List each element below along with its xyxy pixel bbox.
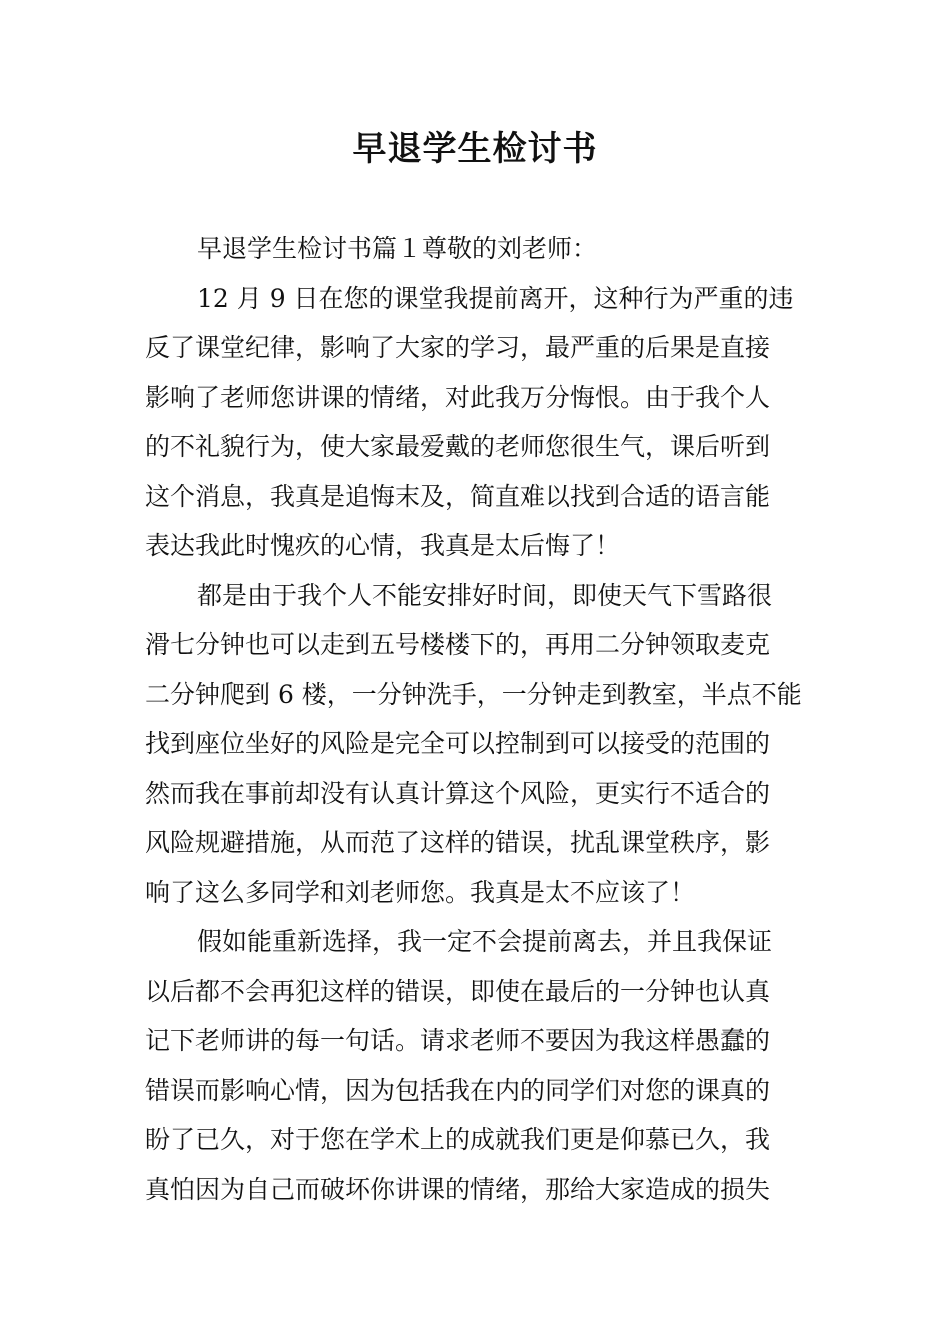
- paragraph-line: 反了课堂纪律，影响了大家的学习，最严重的后果是直接: [145, 333, 771, 362]
- document-body: [145, 224, 810, 1214]
- paragraph-first-line: 12 月 9 日在您的课堂我提前离开，这种行为严重的违: [197, 283, 794, 313]
- paragraph-line: 记下老师讲的每一句话。请求老师不要因为我这样愚蠢的: [145, 1026, 771, 1055]
- paragraph-line: 风险规避措施，从而范了这样的错误，扰乱课堂秩序，影: [145, 828, 771, 857]
- paragraph-line: 响了这么多同学和刘老师您。我真是太不应该了！: [145, 877, 696, 907]
- paragraph-line: 影响了老师您讲课的情绪，对此我万分悔恨。由于我个人: [145, 382, 771, 412]
- paragraph-line: 的不礼貌行为，使大家最爱戴的老师您很生气，课后听到: [145, 432, 771, 461]
- paragraph-line: 错误而影响心情，因为包括我在内的同学们对您的课真的: [145, 1075, 771, 1105]
- paragraph-line: 真怕因为自己而破坏你讲课的情绪，那给大家造成的损失: [145, 1174, 771, 1204]
- paragraph-line: 这个消息，我真是追悔末及，简直难以找到合适的语言能: [145, 481, 771, 511]
- paragraph-first-line: 假如能重新选择，我一定不会提前离去，并且我保证: [197, 927, 773, 956]
- paragraph-line: 以后都不会再犯这样的错误，即使在最后的一分钟也认真: [145, 976, 771, 1006]
- paragraph-line: 二分钟爬到 6 楼，一分钟洗手，一分钟走到教室，半点不能: [145, 679, 802, 709]
- paragraph-line: 滑七分钟也可以走到五号楼楼下的，再用二分钟领取麦克: [145, 630, 771, 659]
- paragraph-line: 找到座位坐好的风险是完全可以控制到可以接受的范围的: [145, 729, 771, 758]
- paragraph-line: 然而我在事前却没有认真计算这个风险，更实行不适合的: [145, 778, 771, 808]
- paragraph-first-line: 早退学生检讨书篇１尊敬的刘老师：: [197, 234, 598, 263]
- paragraph-first-line: 都是由于我个人不能安排好时间，即使天气下雪路很: [197, 580, 773, 610]
- paragraph-line: 表达我此时愧疚的心情，我真是太后悔了！: [145, 531, 621, 560]
- document-title: 早退学生检讨书: [352, 129, 598, 169]
- paragraph-line: 盼了已久，对于您在学术上的成就我们更是仰慕已久，我: [145, 1125, 771, 1154]
